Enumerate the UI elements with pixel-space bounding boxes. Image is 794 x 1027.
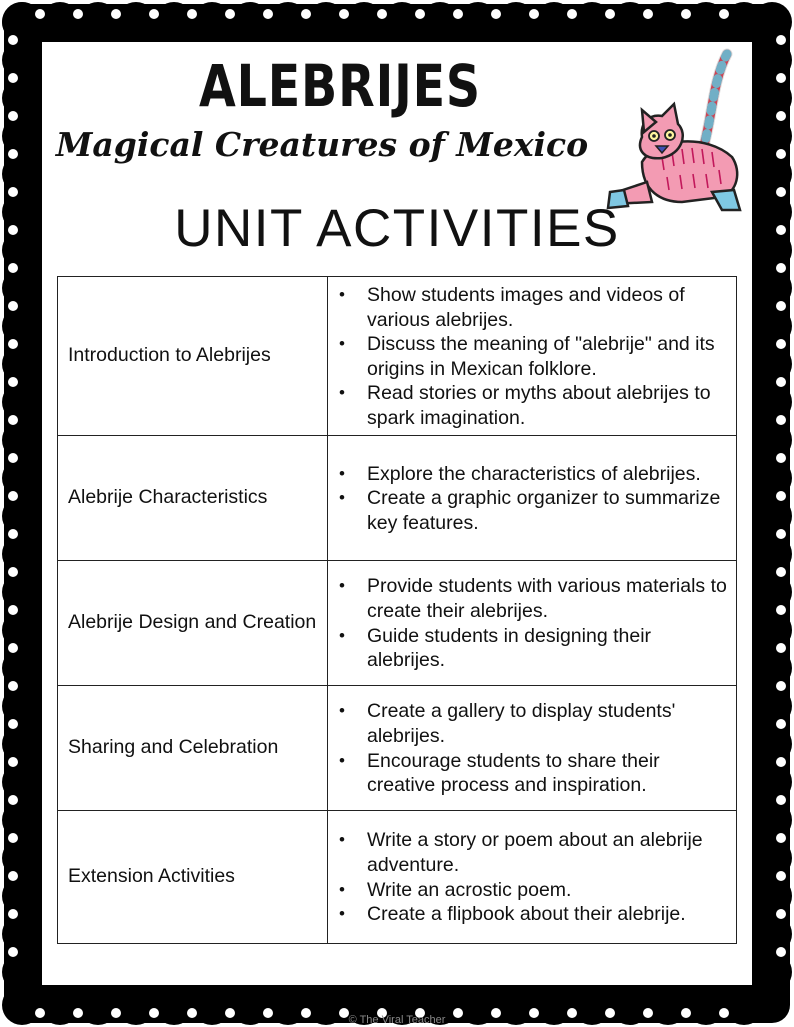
- page-title: ALEBRIJES: [199, 52, 481, 120]
- alebrije-cat-icon: [562, 42, 762, 217]
- activity-topic: Alebrije Design and Creation: [58, 560, 328, 685]
- activity-items-cell: [328, 685, 737, 810]
- list-item: • Show students images and videos of various alebrijes.: [336, 283, 728, 332]
- list-item: • Provide students with various materials to create their alebrijes.: [336, 574, 728, 623]
- list-item: • Create a flipbook about their alebrije.: [336, 902, 728, 927]
- unit-heading: UNIT ACTIVITIES: [174, 199, 620, 258]
- list-item: • Write an acrostic poem.: [336, 878, 728, 903]
- activity-list: [336, 699, 728, 797]
- list-item: • Create a graphic organizer to summarize key features.: [336, 486, 728, 535]
- table-row: [58, 685, 737, 810]
- activity-list: [336, 574, 728, 672]
- activities-table: [57, 276, 737, 944]
- activity-topic: Alebrije Characteristics: [58, 435, 328, 560]
- activity-items-cell: [328, 560, 737, 685]
- activity-list: [336, 283, 728, 431]
- table-row: [58, 810, 737, 943]
- list-item: • Create a gallery to display students' alebrijes.: [336, 699, 728, 748]
- activity-items-cell: [328, 277, 737, 436]
- page-subtitle: Magical Creatures of Mexico: [55, 125, 589, 164]
- activity-topic: Extension Activities: [58, 810, 328, 943]
- copyright-footer: © The Viral Teacher: [348, 1014, 446, 1026]
- activity-items-cell: [328, 435, 737, 560]
- table-row: [58, 560, 737, 685]
- list-item: • Discuss the meaning of "alebrije" and its origins in Mexican folklore.: [336, 332, 728, 381]
- activity-topic: Introduction to Alebrijes: [58, 277, 328, 436]
- list-item: • Read stories or myths about alebrijes to spark imagination.: [336, 381, 728, 430]
- list-item: • Explore the characteristics of alebrijes.: [336, 462, 728, 487]
- list-item: • Guide students in designing their alebrijes.: [336, 624, 728, 673]
- activity-list: [336, 462, 728, 536]
- activity-items-cell: [328, 810, 737, 943]
- table-row: [58, 277, 737, 436]
- table-row: [58, 435, 737, 560]
- activity-list: [336, 828, 728, 926]
- list-item: • Write a story or poem about an alebrije adventure.: [336, 828, 728, 877]
- worksheet-page: [42, 42, 752, 985]
- activity-topic: Sharing and Celebration: [58, 685, 328, 810]
- list-item: • Encourage students to share their creative process and inspiration.: [336, 749, 728, 798]
